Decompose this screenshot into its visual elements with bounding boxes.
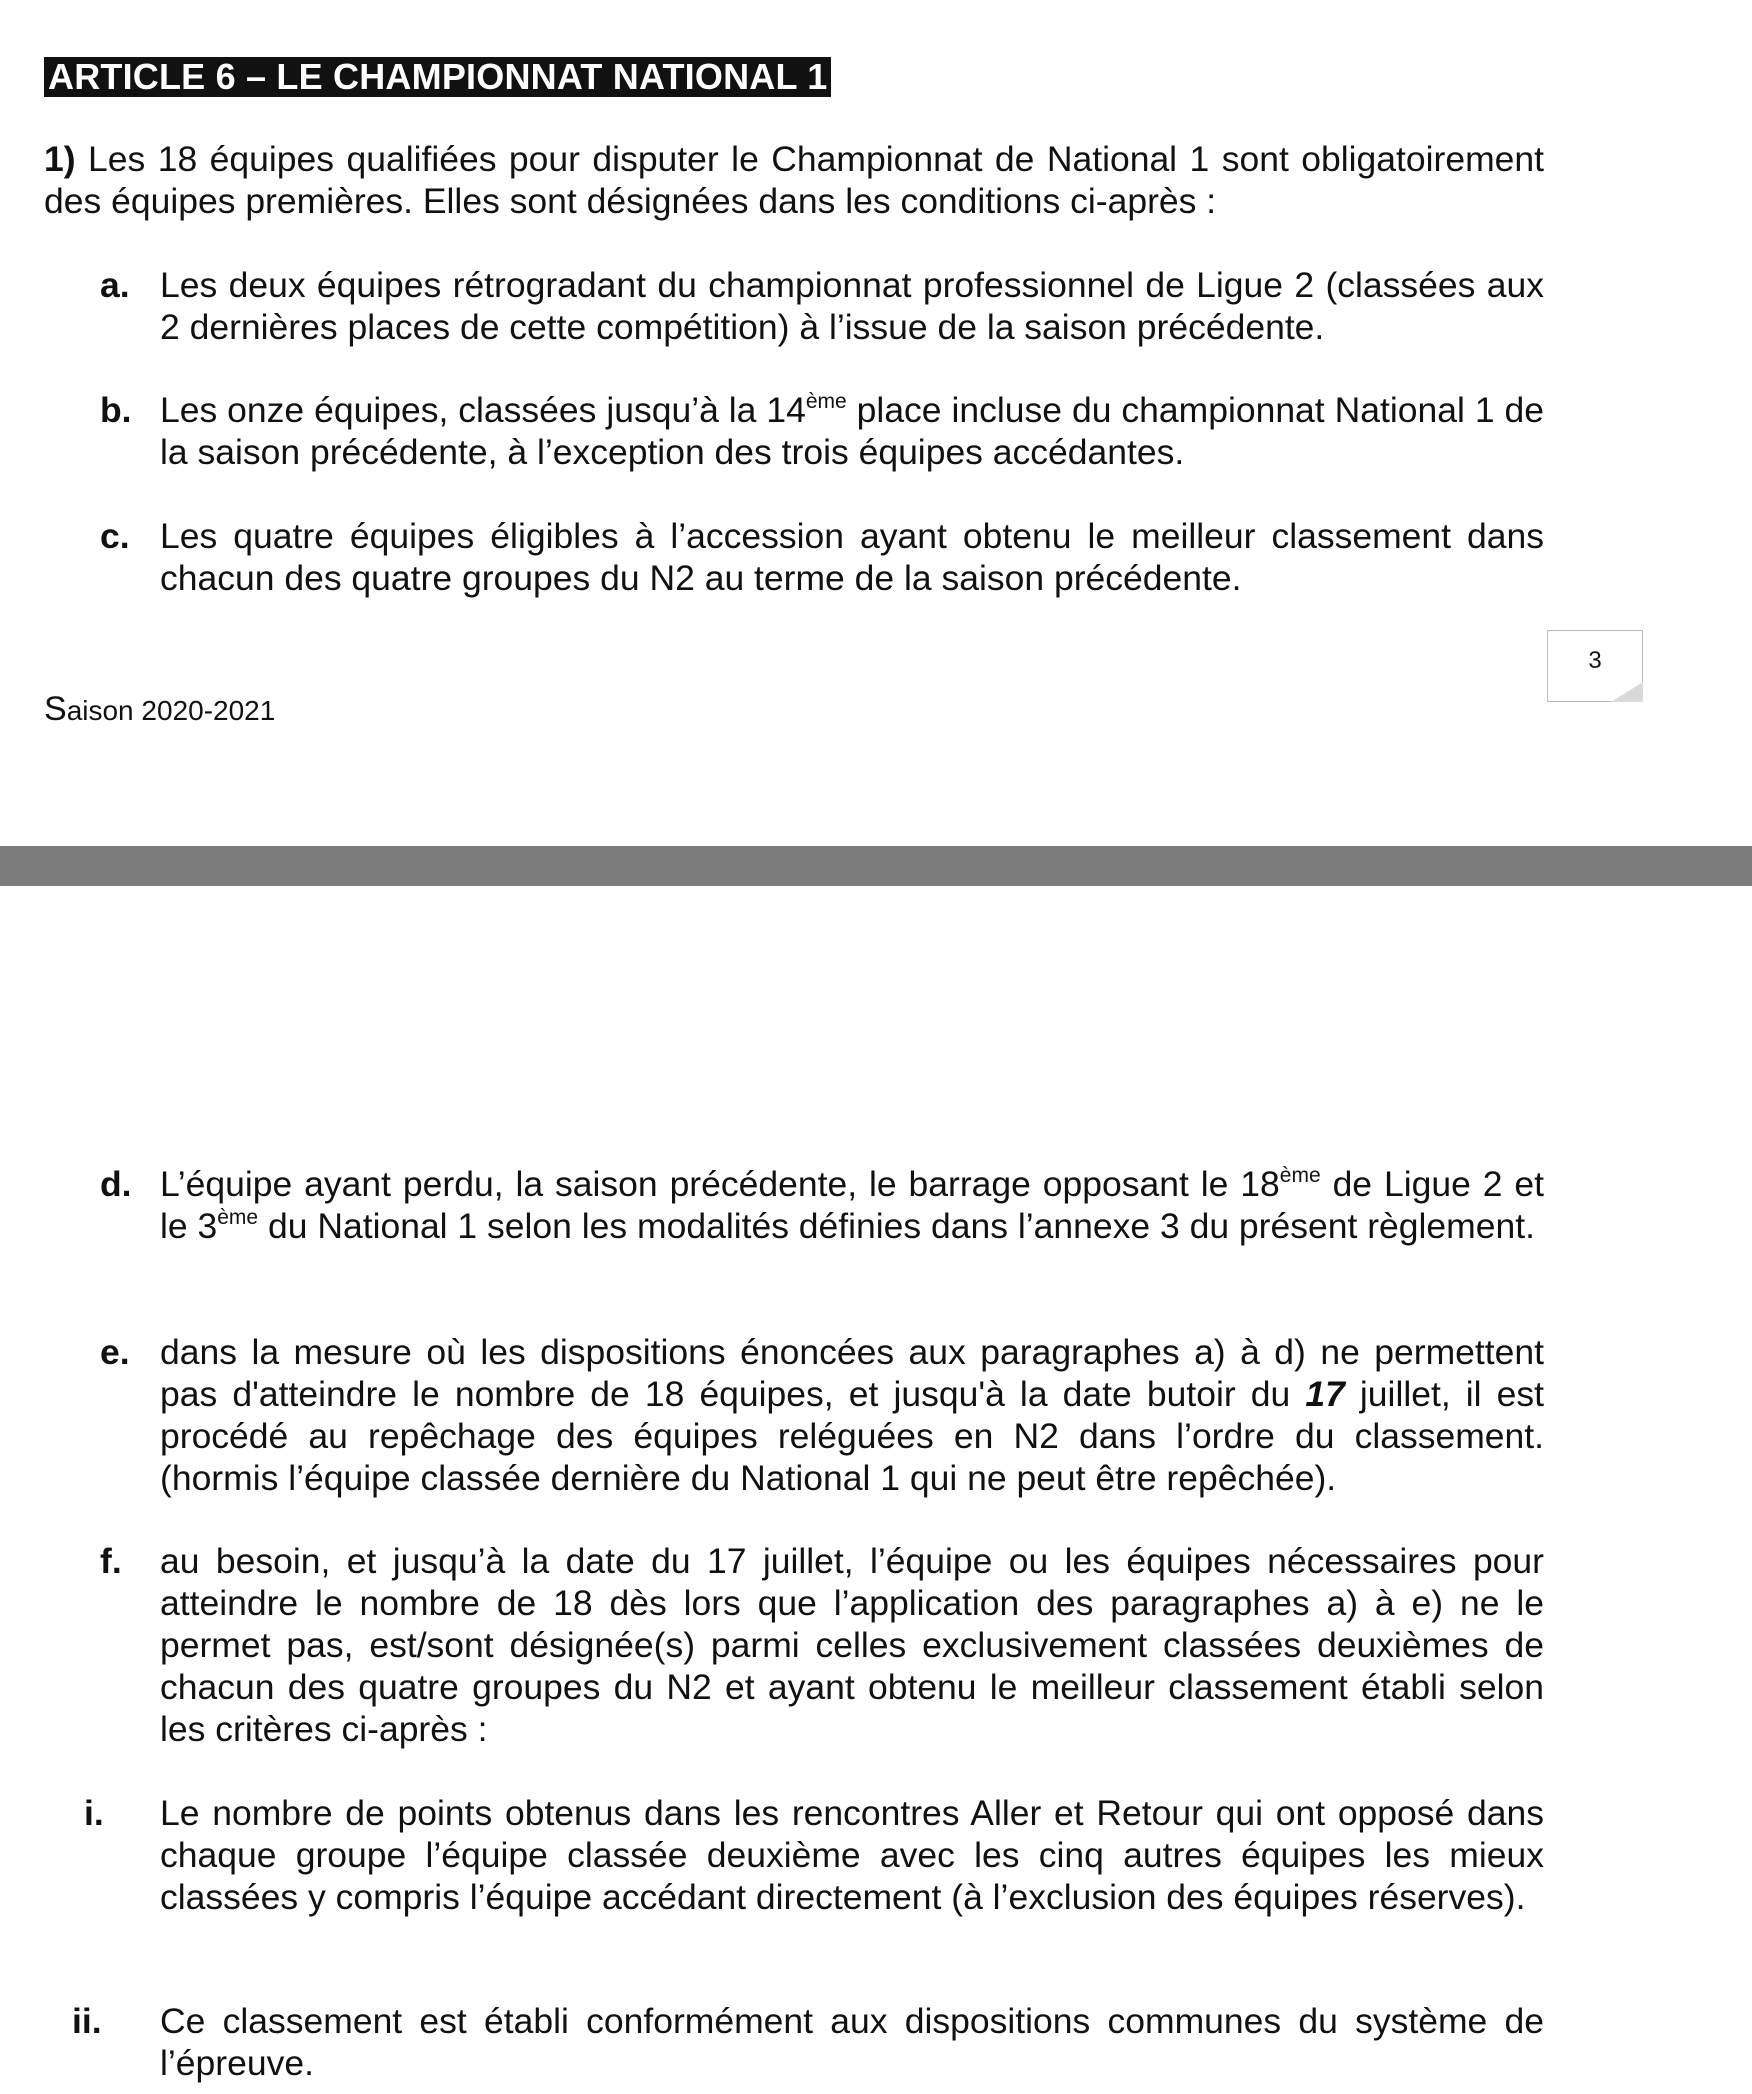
item-text: Ce classement est établi conformément aux dispositions communes du système de l’épreuve.	[160, 2001, 1544, 2083]
item-marker: c.	[100, 516, 130, 556]
intro-number: 1)	[44, 139, 76, 179]
item-text-part: place incluse du championnat National 1 de la saison précédente, à l’exception des trois équipes accédantes.	[160, 390, 1544, 472]
page-curl-icon	[1611, 682, 1643, 702]
item-text: Les deux équipes rétrogradant du championnat professionnel de Ligue 2 (classées aux 2 dernières places de cette compétition) à l’issue de la saison précédente.	[160, 265, 1544, 347]
document-page-1	[0, 0, 1752, 846]
item-marker: e.	[100, 1332, 130, 1372]
season-initial: S	[44, 690, 67, 728]
item-marker: f.	[100, 1541, 122, 1581]
item-text-part: du National 1 selon les modalités définies dans l’annexe 3 du présent règlement.	[258, 1206, 1535, 1246]
item-text-part: Les onze équipes, classées jusqu’à la 14	[160, 390, 806, 430]
item-marker: d.	[100, 1164, 132, 1204]
intro-text: Les 18 équipes qualifiées pour disputer le Championnat de National 1 sont obligatoirement des équipes premières. Elles sont désignées dans les conditions ci-après :	[44, 139, 1544, 221]
document-page-2	[0, 886, 1752, 2094]
item-text-part: L’équipe ayant perdu, la saison précédente, le barrage opposant le 18	[160, 1164, 1280, 1204]
page-separator	[0, 846, 1752, 886]
season-footer	[44, 692, 275, 728]
page-number-box	[1547, 630, 1643, 702]
item-text-part: de Ligue 2 et le 3	[160, 1164, 1544, 1246]
ordinal-suffix: ème	[805, 390, 847, 413]
item-text	[160, 1331, 1544, 1499]
item-text: au besoin, et jusqu’à la date du 17 juillet, l’équipe ou les équipes nécessaires pour atteindre le nombre de 18 dès lors que l’application des paragraphes a) à e) ne le permet pas, est/sont désignée(s) parmi celles exclusivement classées deuxièmes de chacun des quatre groupes du N2 et ayant obtenu le meilleur classement établi selon les critères ci-après :	[160, 1541, 1544, 1749]
intro-paragraph	[44, 138, 1544, 222]
item-marker: i.	[84, 1793, 104, 1833]
item-text-part: juillet, il est procédé au repêchage des équipes reléguées en N2 dans l’ordre du classement. (hormis l’équipe classée dernière du National 1 qui ne peut être repêchée).	[160, 1374, 1544, 1498]
ordinal-suffix: ème	[1279, 1164, 1321, 1187]
item-marker: ii.	[72, 2001, 102, 2041]
item-marker: b.	[100, 390, 132, 430]
item-text	[160, 389, 1544, 473]
article-title: ARTICLE 6 – LE CHAMPIONNAT NATIONAL 1	[44, 57, 831, 97]
ordinal-suffix: ème	[217, 1206, 259, 1229]
season-text: aison 2020-2021	[66, 695, 276, 726]
item-marker: a.	[100, 265, 130, 305]
item-text	[160, 1163, 1544, 1247]
emphasized-date: 17	[1305, 1374, 1345, 1414]
item-text: Les quatre équipes éligibles à l’accession ayant obtenu le meilleur classement dans chacun des quatre groupes du N2 au terme de la saison précédente.	[160, 516, 1544, 598]
item-text-part: dans la mesure où les dispositions énoncées aux paragraphes a) à d) ne permettent pas d'atteindre le nombre de 18 équipes, et jusqu'à la date butoir du	[160, 1332, 1544, 1414]
item-text: Le nombre de points obtenus dans les rencontres Aller et Retour qui ont opposé dans chaque groupe l’équipe classée deuxième avec les cinq autres équipes les mieux classées y compris l’équipe accédant directement (à l’exclusion des équipes réserves).	[160, 1793, 1544, 1917]
page-number: 3	[1588, 647, 1602, 674]
